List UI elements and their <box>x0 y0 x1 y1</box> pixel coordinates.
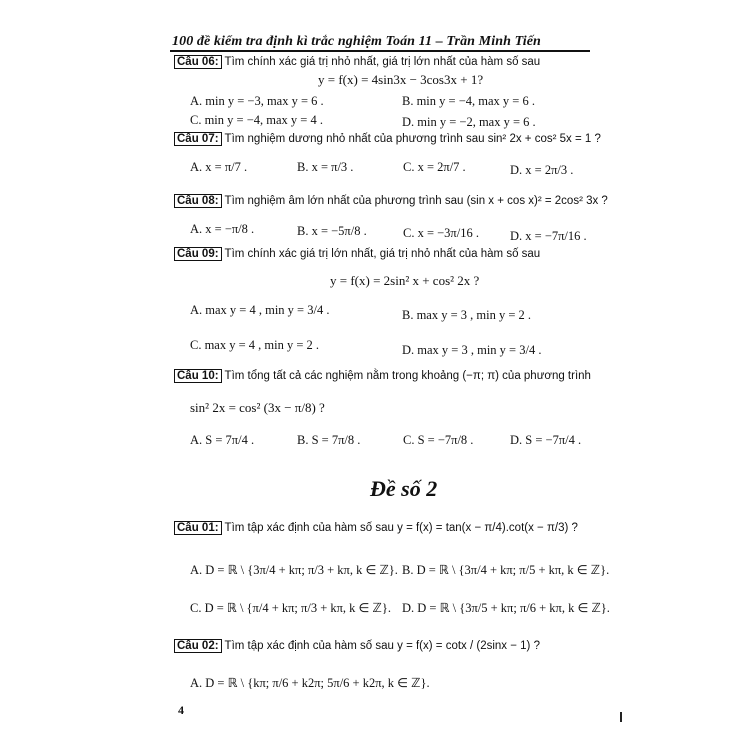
option-d: D. D = ℝ \ {3π/5 + kπ; π/6 + kπ, k ∈ ℤ}. <box>402 601 610 615</box>
option-b: B. min y = −4, max y = 6 . <box>402 94 535 108</box>
question-formula: y = f(x) = 4sin3x − 3cos3x + 1? <box>318 72 484 87</box>
question-text: Tìm tổng tất cả các nghiệm nằm trong khoảng (−π; π) của phương trình <box>224 370 591 382</box>
option-a: A. x = −π/8 . <box>190 222 255 236</box>
option-a: A. min y = −3, max y = 6 . <box>190 94 324 108</box>
question-label: Câu 06: <box>174 55 222 69</box>
option-c: C. min y = −4, max y = 4 . <box>190 113 323 127</box>
option-d: D. x = −7π/16 . <box>510 229 587 243</box>
question-label: Câu 02: <box>174 639 222 653</box>
section-title: Đề số 2 <box>370 476 438 501</box>
question-02 <box>174 640 540 652</box>
question-text: Tìm tập xác định của hàm số sau y = f(x) = tan(x − π/4).cot(x − π/3) ? <box>224 522 578 534</box>
header-rule <box>170 50 590 52</box>
question-label: Câu 09: <box>174 247 222 261</box>
question-text: Tìm chính xác giá trị nhỏ nhất, giá trị lớn nhất của hàm số sau <box>224 56 541 68</box>
question-text: Tìm chính xác giá trị lớn nhất, giá trị nhỏ nhất của hàm số sau <box>224 248 541 260</box>
question-text: Tìm nghiệm âm lớn nhất của phương trình sau (sin x + cos x)² = 2cos² 3x ? <box>224 195 608 207</box>
option-a: A. max y = 4 , min y = 3/4 . <box>190 303 330 317</box>
option-d: D. x = 2π/3 . <box>510 163 574 177</box>
question-01 <box>174 522 578 534</box>
question-10 <box>174 370 591 382</box>
option-d: D. S = −7π/4 . <box>510 433 582 447</box>
option-c: C. D = ℝ \ {π/4 + kπ; π/3 + kπ, k ∈ ℤ}. <box>190 601 391 615</box>
option-b: B. D = ℝ \ {3π/4 + kπ; π/5 + kπ, k ∈ ℤ}. <box>402 563 610 577</box>
option-b: B. S = 7π/8 . <box>297 433 361 447</box>
question-08 <box>174 195 608 207</box>
option-a: A. D = ℝ \ {kπ; π/6 + k2π; 5π/6 + k2π, k ∈ ℤ}. <box>190 676 430 690</box>
running-header: 100 đề kiểm tra định kì trắc nghiệm Toán 11 – Trần Minh Tiến <box>172 34 541 49</box>
margin-mark <box>620 712 622 722</box>
option-c: C. max y = 4 , min y = 2 . <box>190 338 320 352</box>
option-b: B. max y = 3 , min y = 2 . <box>402 308 532 322</box>
option-d: D. max y = 3 , min y = 3/4 . <box>402 343 542 357</box>
question-06 <box>174 56 540 68</box>
option-b: B. x = π/3 . <box>297 160 354 174</box>
question-label: Câu 08: <box>174 194 222 208</box>
question-07 <box>174 133 601 145</box>
question-text: Tìm tập xác định của hàm số sau y = f(x) = cotx / (2sinx − 1) ? <box>224 640 540 652</box>
page-number: 4 <box>178 703 184 717</box>
option-c: C. S = −7π/8 . <box>403 433 474 447</box>
option-b: B. x = −5π/8 . <box>297 224 367 238</box>
question-label: Câu 07: <box>174 132 222 146</box>
option-d: D. min y = −2, max y = 6 . <box>402 115 536 129</box>
option-c: C. x = 2π/7 . <box>403 160 466 174</box>
option-c: C. x = −3π/16 . <box>403 226 479 240</box>
question-formula: y = f(x) = 2sin² x + cos² 2x ? <box>330 273 480 288</box>
option-a: A. S = 7π/4 . <box>190 433 255 447</box>
question-text: Tìm nghiệm dương nhỏ nhất của phương trình sau sin² 2x + cos² 5x = 1 ? <box>224 133 601 145</box>
question-formula: sin² 2x = cos² (3x − π/8) ? <box>190 400 325 415</box>
question-label: Câu 01: <box>174 521 222 535</box>
question-label: Câu 10: <box>174 369 222 383</box>
option-a: A. D = ℝ \ {3π/4 + kπ; π/3 + kπ, k ∈ ℤ}. <box>190 563 398 577</box>
question-09 <box>174 248 540 260</box>
option-a: A. x = π/7 . <box>190 160 248 174</box>
